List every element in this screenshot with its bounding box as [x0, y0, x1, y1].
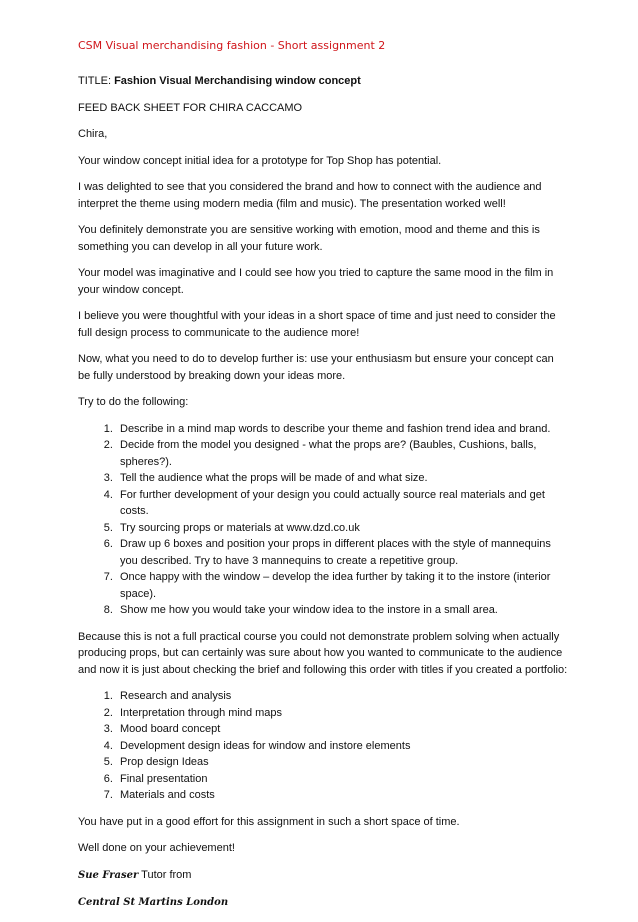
paragraph: Your window concept initial idea for a prototype for Top Shop has potential.	[78, 154, 442, 167]
list-item: 5. Prop design Ideas	[116, 754, 568, 771]
paragraph: I was delighted to see that you considered the brand and how to connect with the audience and interpret the theme using modern media (film and music). The presentation worked well!	[78, 181, 542, 210]
because-paragraph: Because this is not a full practical course you could not demonstrate problem solving when actually producing props, but can certainly was sure about how you wanted to communicate to the audience and now it is just about checking the brief and following this order with titles if you created a portfolio:	[78, 630, 568, 676]
paragraph: Now, what you need to do to develop further is: use your enthusiasm but ensure your concept can be fully understood by breaking down your ideas more.	[78, 353, 554, 382]
list-item: 1. Describe in a mind map words to describe your theme and fashion trend idea and brand.	[116, 421, 568, 438]
list-item: 8. Show me how you would take your window idea to the instore in a small area.	[116, 602, 568, 619]
paragraph: Try to do the following:	[78, 396, 189, 408]
list-item: 3. Mood board concept	[116, 721, 568, 738]
signature-name: Sue Fraser	[78, 869, 139, 881]
list-item: 4. Development design ideas for window and instore elements	[116, 738, 568, 755]
paragraph: Your model was imaginative and I could see how you tried to capture the same mood in the film in your window concept.	[78, 267, 554, 296]
title-label: TITLE:	[78, 75, 115, 87]
list-item: 7. Once happy with the window – develop the idea further by taking it to the instore (interior space).	[116, 569, 568, 602]
list-item: 3. Tell the audience what the props will be made of and what size.	[116, 470, 568, 487]
salutation: Chira,	[78, 128, 108, 140]
closing-paragraph: Well done on your achievement!	[78, 842, 235, 854]
list-item: 2. Decide from the model you designed - what the props are? (Baubles, Cushions, balls, spheres?).	[116, 437, 568, 470]
list-item: 2. Interpretation through mind maps	[116, 705, 568, 722]
tutor-text: Tutor from	[138, 868, 192, 881]
list-item: 1. Research and analysis	[116, 688, 568, 705]
list-item: 5. Try sourcing props or materials at www.dzd.co.uk	[116, 520, 568, 537]
paragraph: I believe you were thoughtful with your ideas in a short space of time and just need to consider the full design process to communicate to the audience more!	[78, 310, 556, 339]
page-header: CSM Visual merchandising fashion - Short assignment 2	[78, 39, 386, 52]
feedback-heading: FEED BACK SHEET FOR CHIRA CACCAMO	[78, 101, 303, 114]
list-item: 6. Final presentation	[116, 771, 568, 788]
list-item: 7. Materials and costs	[116, 787, 568, 804]
list-item: 6. Draw up 6 boxes and position your props in different places with the style of mannequins you described. Try to have 3 mannequins to create a repetitive group.	[116, 536, 568, 569]
institution-name: Central St Martins London	[78, 897, 229, 908]
document-body	[78, 73, 568, 922]
paragraph: You definitely demonstrate you are sensitive working with emotion, mood and theme and this is something you can develop in all your future work.	[78, 224, 540, 253]
portfolio-list	[78, 688, 568, 804]
title-value: Fashion Visual Merchandising window concept	[114, 75, 361, 87]
list-item: 4. For further development of your design you could actually source real materials and get costs.	[116, 487, 568, 520]
title-line	[78, 73, 568, 90]
signature-line	[78, 867, 568, 885]
todo-list	[78, 421, 568, 619]
closing-paragraph: You have put in a good effort for this assignment in such a short space of time.	[78, 815, 460, 828]
